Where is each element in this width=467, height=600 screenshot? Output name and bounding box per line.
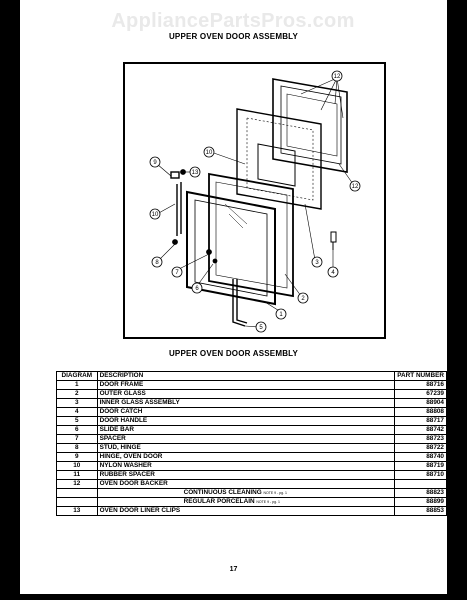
note-ref: NOTE 9 - pg. 1	[263, 491, 288, 495]
table-row: 6 SLIDE BAR 88742	[57, 426, 447, 435]
callout-12b: 12	[351, 184, 359, 190]
callout-6: 6	[195, 286, 199, 292]
door-handle-part	[171, 172, 181, 236]
callout-12: 12	[333, 74, 341, 80]
callout-8: 8	[155, 260, 159, 266]
table-row: 8 STUD, HINGE 88722	[57, 444, 447, 453]
diagram-title: UPPER OVEN DOOR ASSEMBLY	[168, 32, 299, 41]
callout-3: 3	[315, 260, 319, 266]
door-assembly-drawing	[125, 64, 384, 337]
table-row: 9 HINGE, OVEN DOOR 88740	[57, 453, 447, 462]
callout-10: 10	[205, 150, 213, 156]
callout-7: 7	[175, 270, 179, 276]
table-row: 7 SPACER 88723	[57, 435, 447, 444]
table-sub-row: REGULAR PORCELAIN NOTE 9 - pg. 1 88899	[57, 498, 447, 507]
table-row: 13 OVEN DOOR LINER CLIPS 88853	[57, 507, 447, 516]
note-ref: NOTE 9 - pg. 1	[256, 500, 280, 504]
callout-9: 9	[153, 160, 157, 166]
table-row: 2 OUTER GLASS 67239	[57, 390, 447, 399]
page-number: 17	[229, 566, 238, 573]
outer-glass-part	[209, 174, 293, 296]
header-part-number: PART NUMBER	[395, 372, 447, 381]
callout-1: 1	[279, 312, 283, 318]
header-diagram: DIAGRAM	[57, 372, 98, 381]
watermark: AppliancePartsPros.com	[111, 10, 355, 32]
callout-5: 5	[259, 325, 263, 331]
table-header-row	[57, 372, 447, 381]
table-row: 5 DOOR HANDLE 88717	[57, 417, 447, 426]
exploded-diagram	[123, 62, 386, 339]
table-row: 11 RUBBER SPACER 88710	[57, 471, 447, 480]
callout-13: 13	[191, 170, 199, 176]
parts-page	[20, 0, 447, 594]
table-row: 12 OVEN DOOR BACKER	[57, 480, 447, 489]
callout-10b: 10	[151, 212, 159, 218]
table-sub-row: CONTINUOUS CLEANING NOTE 9 - pg. 1 88823	[57, 489, 447, 498]
table-row: 10 NYLON WASHER 88719	[57, 462, 447, 471]
table-row: 3 INNER GLASS ASSEMBLY 88904	[57, 399, 447, 408]
door-catch-part	[331, 232, 336, 250]
callout-4: 4	[331, 270, 335, 276]
header-description: DESCRIPTION	[97, 372, 395, 381]
inner-glass-part	[237, 109, 321, 209]
parts-table	[56, 371, 447, 516]
table-row: 1 DOOR FRAME 88716	[57, 381, 447, 390]
table-row: 4 DOOR CATCH 88808	[57, 408, 447, 417]
table-title: UPPER OVEN DOOR ASSEMBLY	[168, 349, 299, 358]
callout-2: 2	[301, 296, 305, 302]
